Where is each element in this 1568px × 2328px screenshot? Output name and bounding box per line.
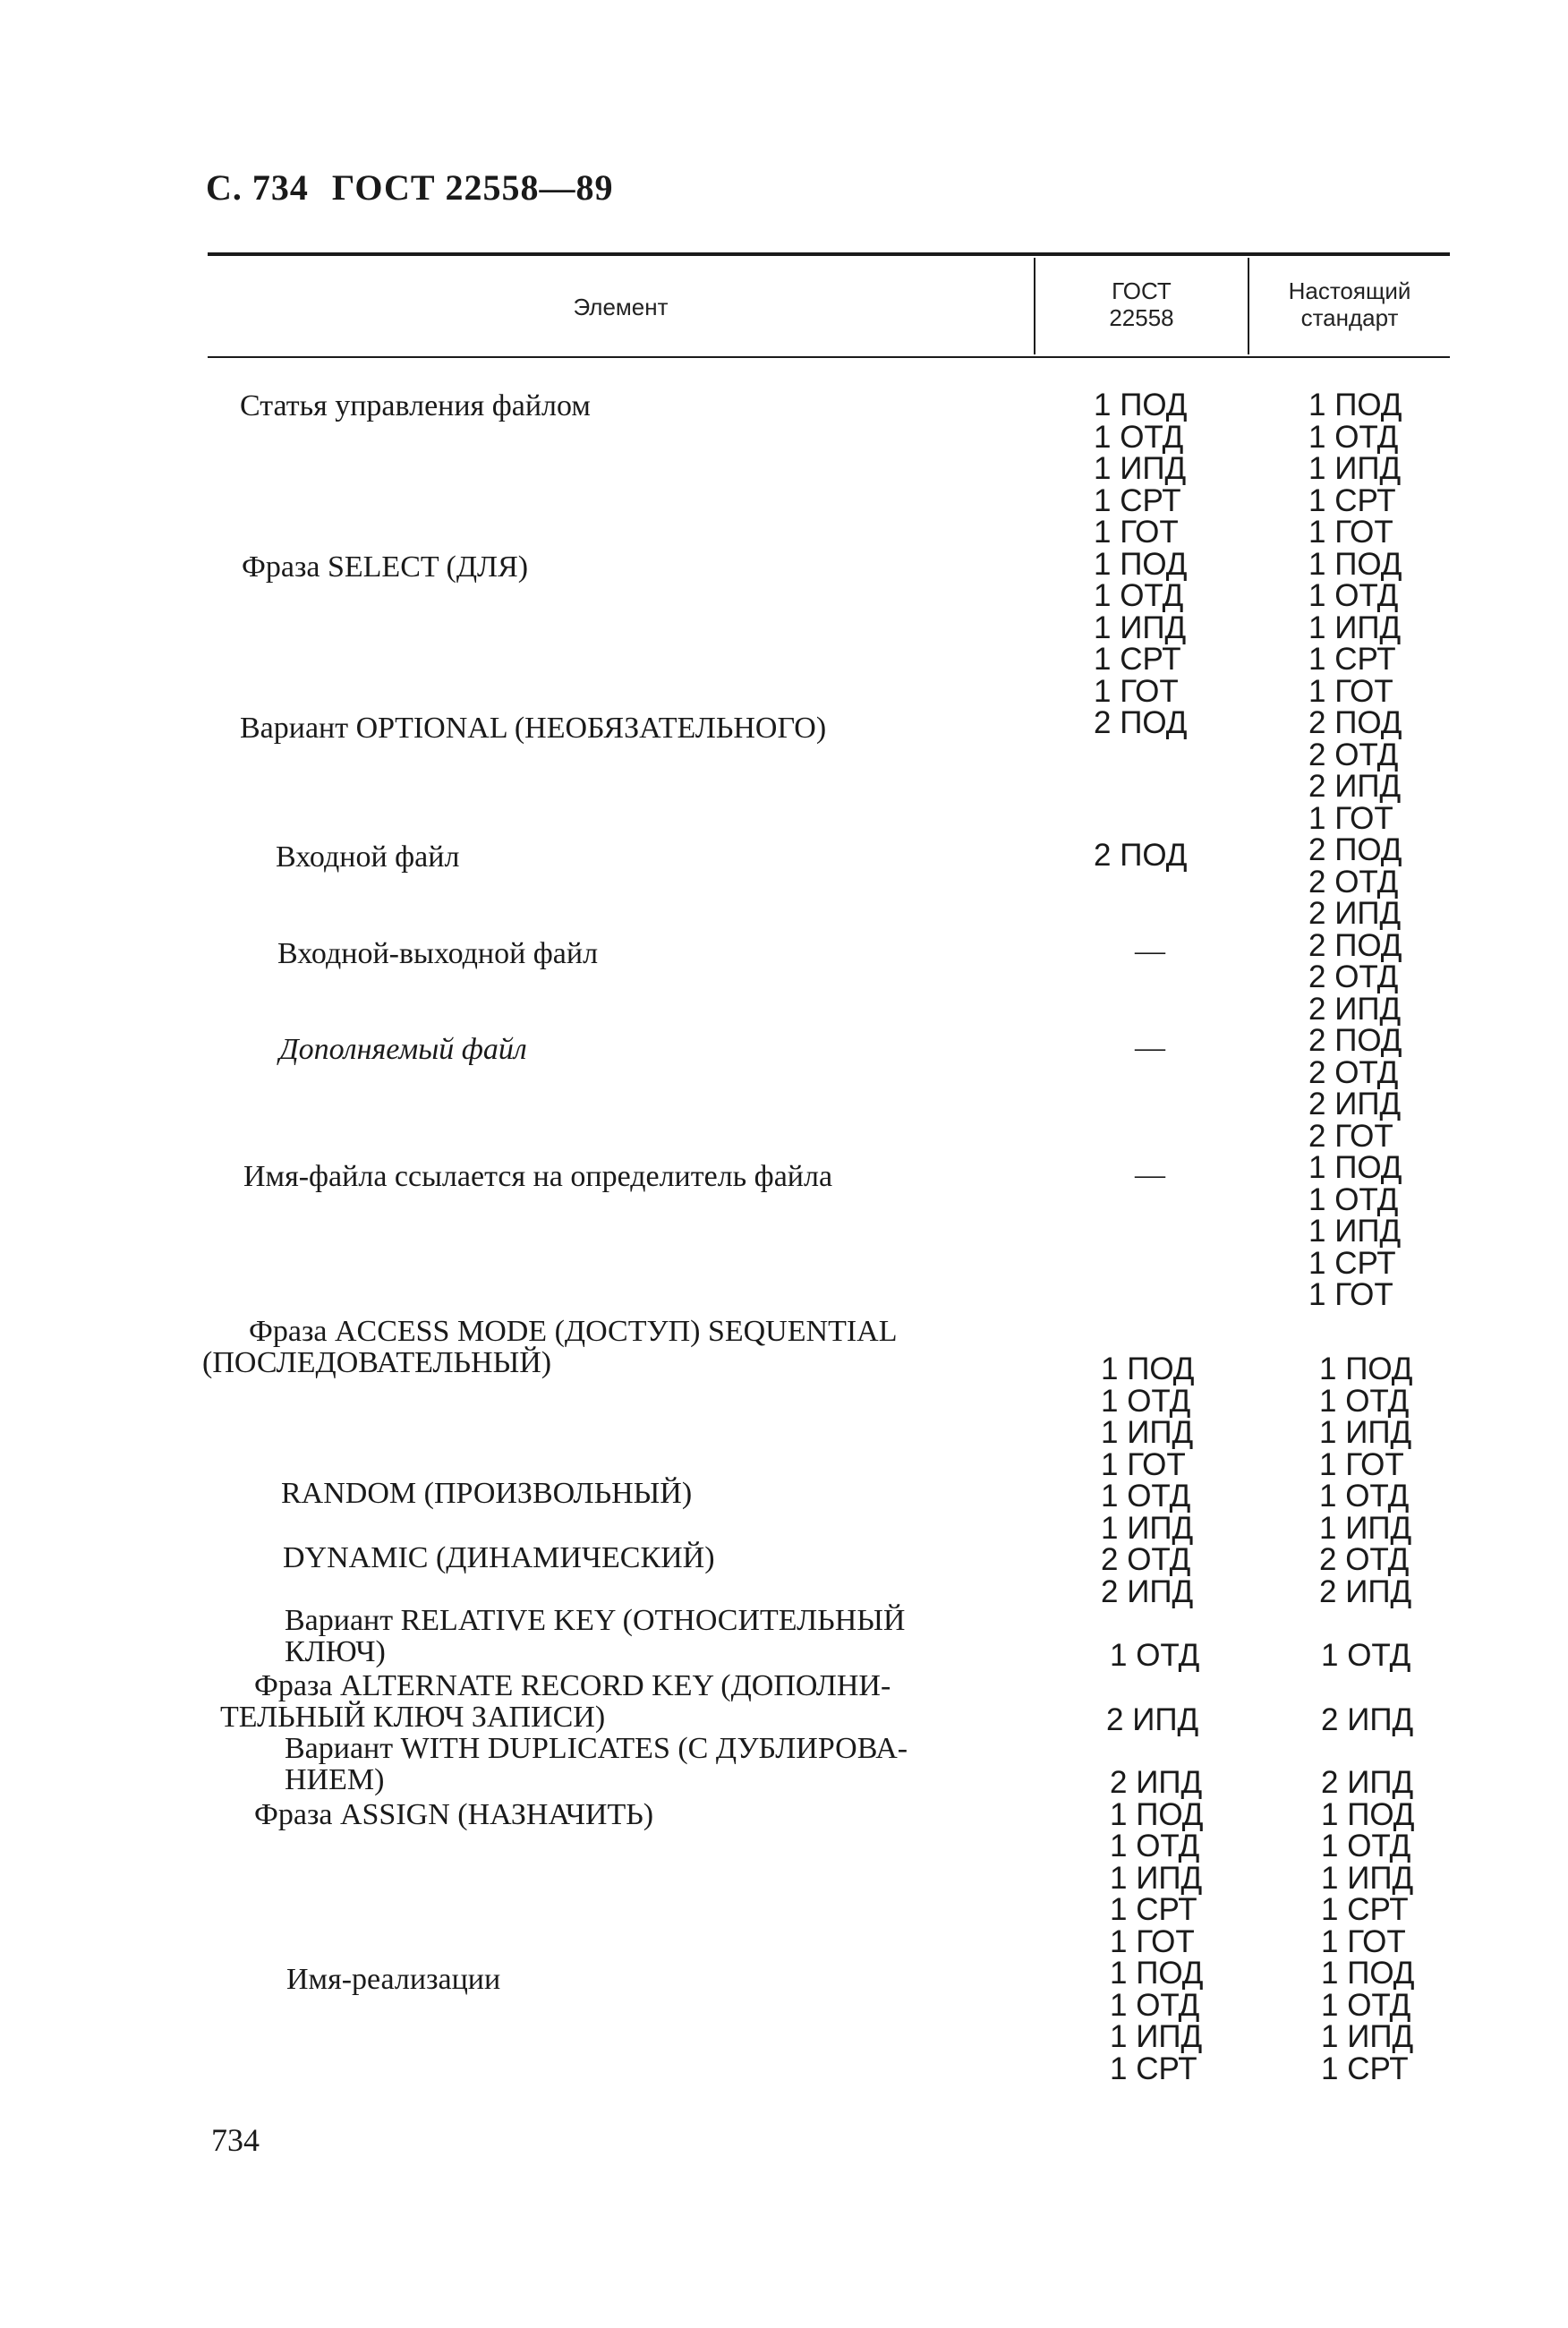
current-code: 1 ИПД [1319,1510,1412,1546]
gost-label: ГОСТ 22558—89 [331,167,614,208]
gost-code: 1 ИПД [1094,451,1187,486]
current-code: 1 ИПД [1321,2019,1414,2054]
element-label: RANDOM (ПРОИЗВОЛЬНЫЙ) [281,1477,693,1510]
current-code: 1 ИПД [1319,1415,1412,1450]
current-code: 2 ОТД [1308,737,1399,772]
current-code: 1 ПОД [1308,388,1402,422]
element-label: Фраза ALTERNATE RECORD KEY (ДОПОЛНИ- [254,1669,891,1702]
current-code: 1 СРТ [1321,1892,1409,1927]
page-label: С. 734 [206,167,309,208]
gost-codes-group [1094,389,1188,739]
current-code: 1 ИПД [1308,451,1402,486]
element-label: КЛЮЧ) [285,1635,386,1668]
current-code: 2 ОТД [1308,959,1399,994]
gost-code: 1 ГОТ [1101,1446,1186,1482]
current-code: 1 ПОД [1321,1796,1415,1832]
current-code: 1 ОТД [1321,1829,1411,1863]
table-top-rule [208,252,1450,256]
gost-code: 1 СРТ [1110,2051,1197,2086]
current-code: 2 ГОТ [1308,1118,1393,1154]
current-code: 2 ИПД [1308,1087,1402,1121]
gost-code: 1 ОТД [1101,1383,1191,1419]
current-codes-group [1319,1353,1413,1607]
element-label: DYNAMIC (ДИНАМИЧЕСКИЙ) [283,1541,715,1574]
gost-code: 1 ПОД [1110,1956,1204,1991]
gost-dash: — [1135,1158,1165,1191]
current-code: 1 ОТД [1321,1987,1411,2023]
current-code: 1 ОТД [1308,578,1399,613]
element-label: НИЕМ) [285,1763,385,1796]
current-code: 1 ПОД [1319,1352,1413,1386]
column-header-current [1249,277,1450,331]
element-label: Фраза SELECT (ДЛЯ) [242,550,529,584]
column-header-gost-line: 22558 [1109,304,1174,331]
current-code: 1 ГОТ [1308,1277,1393,1312]
current-code: 1 ОТД [1308,1181,1399,1217]
current-code: 2 ПОД [1308,927,1402,963]
current-code: 1 ИПД [1308,610,1402,645]
current-code: 1 ГОТ [1319,1446,1404,1482]
gost-code: 2 ОТД [1101,1542,1191,1577]
current-code: 1 ГОТ [1308,800,1393,836]
page-header [206,166,614,209]
element-label: Дополняемый файл [279,1033,527,1066]
current-code: 1 ПОД [1308,1150,1402,1185]
element-label: Вариант OPTIONAL (НЕОБЯЗАТЕЛЬНОГО) [240,712,827,745]
gost-code: 1 ГОТ [1110,1923,1195,1959]
gost-code: 1 СРТ [1094,482,1181,518]
gost-code: 1 ПОД [1094,546,1188,582]
current-code: 1 ГОТ [1308,515,1393,550]
gost-code: 1 ПОД [1110,1796,1204,1832]
element-label: Вариант WITH DUPLICATES (С ДУБЛИРОВА- [285,1732,908,1765]
current-code: 1 СРТ [1308,1245,1396,1281]
current-code: 2 ПОД [1308,705,1402,740]
gost-codes-group [1110,1640,1199,1672]
column-header-gost-line: ГОСТ [1112,277,1172,304]
column-header-current-line: стандарт [1300,304,1399,331]
gost-code: 2 ПОД [1094,838,1188,873]
current-code: 1 ОТД [1319,1383,1410,1419]
gost-codes-group [1094,840,1188,872]
current-code: 1 ОТД [1308,419,1399,455]
element-label: Имя-файла ссылается на определитель файла [243,1160,833,1193]
current-code: 2 ИПД [1321,1765,1414,1800]
gost-code: 2 ПОД [1094,705,1188,740]
current-code: 2 ИПД [1319,1573,1412,1609]
current-code: 1 ОТД [1321,1638,1411,1673]
current-code: 1 ГОТ [1321,1923,1406,1959]
element-label: Входной-выходной файл [277,937,599,970]
current-code: 2 ПОД [1308,1023,1402,1058]
element-label: (ПОСЛЕДОВАТЕЛЬНЫЙ) [202,1346,552,1379]
current-code: 2 ОТД [1308,864,1399,900]
current-code: 1 ОТД [1319,1479,1410,1514]
gost-code: 1 ОТД [1110,1987,1200,2023]
current-codes-group [1321,1767,1415,2085]
current-code: 1 ИПД [1321,1860,1414,1896]
element-label: Фраза ACCESS MODE (ДОСТУП) SEQUENTIAL [249,1315,898,1348]
current-code: 2 ОТД [1308,1054,1399,1090]
table-head-rule [208,356,1450,358]
element-label: Входной файл [276,840,460,874]
column-header-element: Элемент [573,294,669,320]
gost-code: 1 ИПД [1110,1860,1203,1896]
element-label: Статья управления файлом [240,389,591,422]
gost-code: 1 ПОД [1094,388,1188,422]
gost-code: 1 ИПД [1110,2019,1203,2054]
current-code: 1 ГОТ [1308,673,1393,709]
gost-code: 1 ПОД [1101,1352,1195,1386]
gost-code: 1 СРТ [1110,1892,1197,1927]
current-code: 2 ИПД [1308,896,1402,931]
current-codes-group [1321,1640,1410,1672]
gost-codes-group [1106,1704,1198,1736]
gost-code: 1 ОТД [1110,1829,1200,1863]
element-label: ТЕЛЬНЫЙ КЛЮЧ ЗАПИСИ) [220,1701,606,1734]
gost-code: 1 СРТ [1094,642,1181,677]
current-code: 2 ИПД [1321,1702,1414,1737]
gost-code: 1 ОТД [1094,419,1184,455]
element-label: Имя-реализации [286,1963,501,1996]
gost-code: 1 ИПД [1101,1415,1194,1450]
current-code: 1 ИПД [1308,1214,1402,1249]
gost-code: 2 ИПД [1110,1765,1203,1800]
gost-code: 1 ОТД [1110,1638,1200,1673]
gost-code: 1 ГОТ [1094,515,1179,550]
gost-code: 1 ОТД [1094,578,1184,613]
gost-codes-group [1110,1767,1204,2085]
current-code: 2 ОТД [1319,1542,1410,1577]
current-code: 2 ИПД [1308,991,1402,1027]
current-codes-group [1321,1704,1413,1736]
current-code: 2 ИПД [1308,769,1402,804]
element-label: Фраза ASSIGN (НАЗНАЧИТЬ) [254,1798,654,1831]
current-code: 1 ПОД [1321,1956,1415,1991]
current-code: 1 СРТ [1308,482,1396,518]
current-code: 2 ПОД [1308,832,1402,867]
current-code: 1 ПОД [1308,546,1402,582]
page-number: 734 [211,2122,260,2158]
gost-codes-group [1101,1353,1195,1607]
gost-code: 1 ГОТ [1094,673,1179,709]
gost-code: 1 ИПД [1101,1510,1194,1546]
current-code: 1 СРТ [1308,642,1396,677]
gost-code: 1 ОТД [1101,1479,1191,1514]
current-code: 1 СРТ [1321,2051,1409,2086]
gost-code: 2 ИПД [1101,1573,1194,1609]
gost-code: 1 ИПД [1094,610,1187,645]
column-header-current-line: Настоящий [1288,277,1411,304]
element-label: Вариант RELATIVE KEY (ОТНОСИТЕЛЬНЫЙ [285,1604,906,1637]
column-header-gost [1035,277,1248,331]
gost-code: 2 ИПД [1106,1702,1199,1737]
gost-dash: — [1135,1031,1165,1064]
gost-dash: — [1135,934,1165,968]
current-codes-group [1308,389,1402,1311]
